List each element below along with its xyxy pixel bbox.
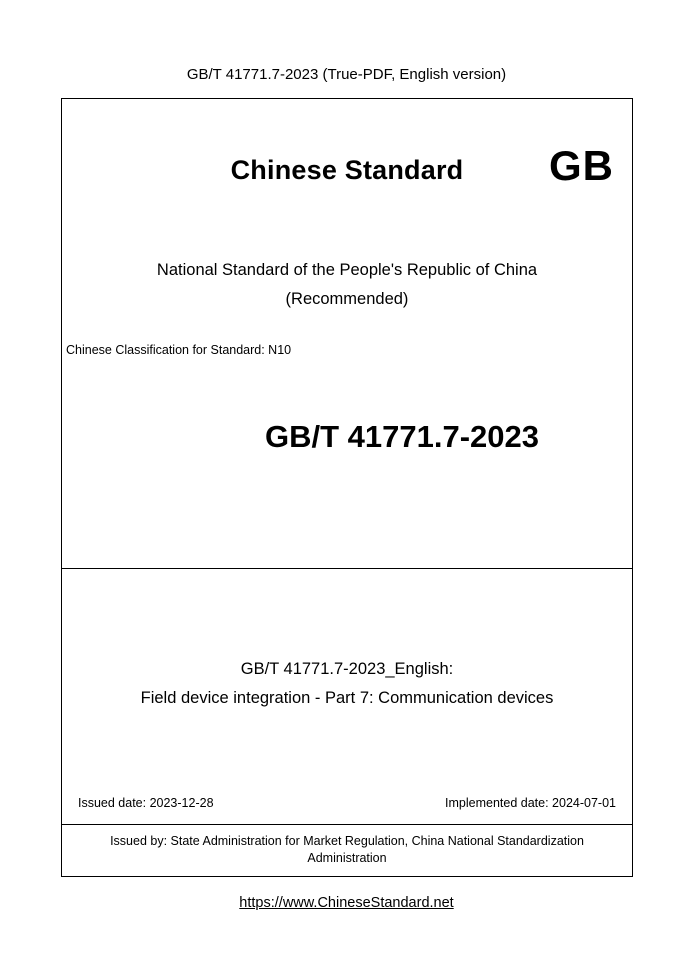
page-title: Chinese Standard xyxy=(230,155,464,185)
cover-subtitle-line2: (Recommended) xyxy=(285,290,409,308)
cover-subtitle xyxy=(62,256,632,314)
english-title-line2: Field device integration - Part 7: Communication devices xyxy=(140,689,554,707)
standard-cover-box xyxy=(61,98,633,877)
dates-row xyxy=(62,796,632,810)
issued-by-section: Issued by: State Administration for Market Regulation, China National Standardization Administration xyxy=(110,834,584,865)
english-title-line1: GB/T 41771.7-2023_English: xyxy=(240,660,454,678)
english-title xyxy=(62,655,632,713)
cover-middle-section xyxy=(62,569,632,825)
cover-subtitle-line1: National Standard of the People's Republic of China xyxy=(156,261,538,279)
standard-number: GB/T 41771.7-2023 xyxy=(264,419,539,454)
cover-top-section xyxy=(62,99,632,569)
gb-logo: GB xyxy=(549,142,614,189)
page-header-text: GB/T 41771.7-2023 (True-PDF, English version) xyxy=(186,66,507,83)
footer-url-link[interactable]: https://www.ChineseStandard.net xyxy=(239,895,454,911)
classification-text: Chinese Classification for Standard: N10 xyxy=(66,343,292,357)
footer-url xyxy=(0,895,693,911)
implemented-date: Implemented date: 2024-07-01 xyxy=(445,796,616,810)
issued-date: Issued date: 2023-12-28 xyxy=(78,796,214,810)
